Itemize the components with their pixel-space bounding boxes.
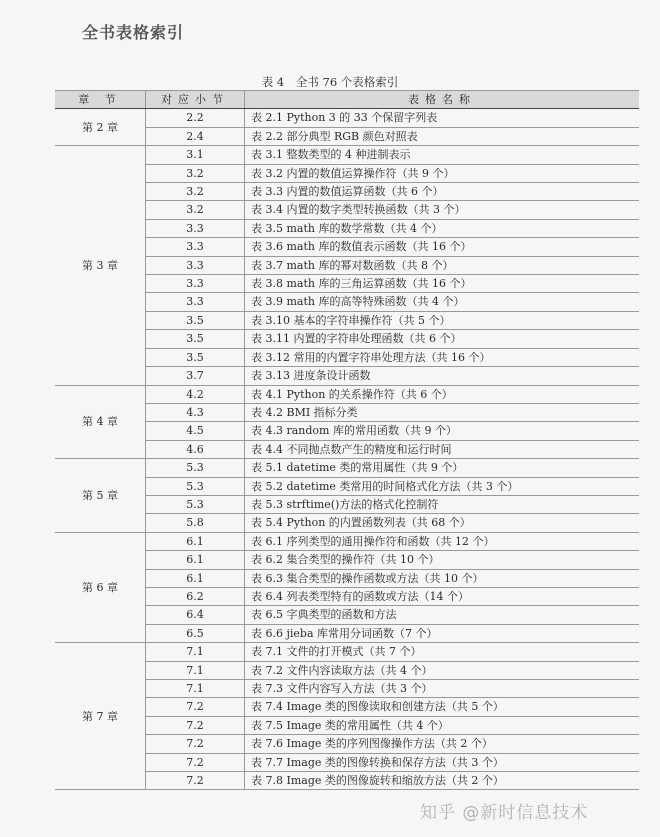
section-cell: 7.2	[146, 753, 245, 771]
table-name-cell: 表 3.9 math 库的高等特殊函数（共 4 个）	[245, 293, 640, 311]
table-name-cell: 表 2.1 Python 3 的 33 个保留字列表	[245, 109, 640, 127]
table-name-cell: 表 3.5 math 库的数学常数（共 4 个）	[245, 219, 640, 237]
section-cell: 3.1	[146, 146, 245, 164]
section-cell: 6.1	[146, 551, 245, 569]
table-name-cell: 表 5.2 datetime 类常用的时间格式化方法（共 3 个）	[245, 477, 640, 495]
section-cell: 7.1	[146, 643, 245, 661]
table-name-cell: 表 5.3 strftime()方法的格式化控制符	[245, 495, 640, 513]
section-cell: 4.3	[146, 403, 245, 421]
chapter-cell: 第 7 章	[55, 643, 146, 790]
section-cell: 3.5	[146, 330, 245, 348]
table-row	[55, 385, 639, 403]
table-name-cell: 表 7.6 Image 类的序列图像操作方法（共 2 个）	[245, 735, 640, 753]
table-name-cell: 表 3.11 内置的字符串处理函数（共 6 个）	[245, 330, 640, 348]
table-name-cell: 表 3.12 常用的内置字符串处理方法（共 16 个）	[245, 348, 640, 366]
table-name-cell: 表 6.6 jieba 库常用分词函数（7 个）	[245, 624, 640, 642]
table-row	[55, 643, 639, 661]
table-row	[55, 459, 639, 477]
section-cell: 3.7	[146, 367, 245, 385]
table-row	[55, 146, 639, 164]
table-name-cell: 表 7.4 Image 类的图像读取和创建方法（共 5 个）	[245, 698, 640, 716]
section-cell: 3.3	[146, 219, 245, 237]
table-name-cell: 表 6.2 集合类型的操作符（共 10 个）	[245, 551, 640, 569]
section-cell: 6.5	[146, 624, 245, 642]
table-name-cell: 表 6.5 字典类型的函数和方法	[245, 606, 640, 624]
table-row	[55, 532, 639, 550]
section-cell: 6.4	[146, 606, 245, 624]
section-cell: 7.2	[146, 772, 245, 790]
table-name-cell: 表 2.2 部分典型 RGB 颜色对照表	[245, 127, 640, 145]
table-index	[55, 90, 639, 790]
section-cell: 3.5	[146, 348, 245, 366]
section-cell: 5.3	[146, 495, 245, 513]
section-cell: 5.3	[146, 477, 245, 495]
section-cell: 2.4	[146, 127, 245, 145]
section-cell: 3.2	[146, 201, 245, 219]
section-cell: 5.8	[146, 514, 245, 532]
section-cell: 3.2	[146, 183, 245, 201]
table-name-cell: 表 7.3 文件内容写入方法（共 3 个）	[245, 680, 640, 698]
section-cell: 7.2	[146, 698, 245, 716]
table-row	[55, 109, 639, 127]
table-name-cell: 表 5.4 Python 的内置函数列表（共 68 个）	[245, 514, 640, 532]
table-name-cell: 表 6.3 集合类型的操作函数或方法（共 10 个）	[245, 569, 640, 587]
section-cell: 7.2	[146, 716, 245, 734]
section-cell: 6.1	[146, 532, 245, 550]
chapter-cell: 第 5 章	[55, 459, 146, 533]
table-name-cell: 表 3.1 整数类型的 4 种进制表示	[245, 146, 640, 164]
table-name-cell: 表 7.8 Image 类的图像旋转和缩放方法（共 2 个）	[245, 772, 640, 790]
table-name-cell: 表 6.1 序列类型的通用操作符和函数（共 12 个）	[245, 532, 640, 550]
caption-number: 表 4	[261, 75, 285, 89]
table-name-cell: 表 7.5 Image 类的常用属性（共 4 个）	[245, 716, 640, 734]
table-caption	[0, 74, 660, 90]
section-cell: 3.2	[146, 164, 245, 182]
watermark: 知乎 @新时信息技术	[420, 803, 589, 823]
section-cell: 6.2	[146, 587, 245, 605]
section-cell: 7.1	[146, 680, 245, 698]
table-name-cell: 表 3.3 内置的数值运算函数（共 6 个）	[245, 183, 640, 201]
table-name-cell: 表 3.2 内置的数值运算操作符（共 9 个）	[245, 164, 640, 182]
header-chapter: 章 节	[55, 91, 146, 109]
header-row	[55, 91, 639, 109]
section-cell: 3.3	[146, 293, 245, 311]
table-name-cell: 表 7.7 Image 类的图像转换和保存方法（共 3 个）	[245, 753, 640, 771]
section-cell: 5.3	[146, 459, 245, 477]
table-name-cell: 表 3.10 基本的字符串操作符（共 5 个）	[245, 311, 640, 329]
table-name-cell: 表 4.4 不同抛点数产生的精度和运行时间	[245, 440, 640, 458]
table-name-cell: 表 3.8 math 库的三角运算函数（共 16 个）	[245, 275, 640, 293]
section-cell: 7.2	[146, 735, 245, 753]
header-table-name: 表格名称	[245, 91, 640, 109]
section-cell: 3.3	[146, 238, 245, 256]
section-cell: 3.5	[146, 311, 245, 329]
section-cell: 7.1	[146, 661, 245, 679]
table-name-cell: 表 7.1 文件的打开模式（共 7 个）	[245, 643, 640, 661]
table-name-cell: 表 7.2 文件内容读取方法（共 4 个）	[245, 661, 640, 679]
table-name-cell: 表 3.4 内置的数字类型转换函数（共 3 个）	[245, 201, 640, 219]
section-cell: 3.3	[146, 275, 245, 293]
caption-text: 全书 76 个表格索引	[295, 75, 399, 89]
table-name-cell: 表 4.2 BMI 指标分类	[245, 403, 640, 421]
header-section: 对应小节	[146, 91, 245, 109]
table-name-cell: 表 6.4 列表类型特有的函数或方法（14 个）	[245, 587, 640, 605]
page-title: 全书表格索引	[82, 23, 185, 42]
section-cell: 4.2	[146, 385, 245, 403]
section-cell: 2.2	[146, 109, 245, 127]
chapter-cell: 第 3 章	[55, 146, 146, 385]
section-cell: 4.6	[146, 440, 245, 458]
table-name-cell: 表 3.7 math 库的幂对数函数（共 8 个）	[245, 256, 640, 274]
table-name-cell: 表 4.1 Python 的关系操作符（共 6 个）	[245, 385, 640, 403]
section-cell: 3.3	[146, 256, 245, 274]
chapter-cell: 第 2 章	[55, 109, 146, 146]
table-body	[55, 109, 639, 790]
chapter-cell: 第 4 章	[55, 385, 146, 459]
section-cell: 6.1	[146, 569, 245, 587]
table-name-cell: 表 4.3 random 库的常用函数（共 9 个）	[245, 422, 640, 440]
section-cell: 4.5	[146, 422, 245, 440]
chapter-cell: 第 6 章	[55, 532, 146, 642]
table-name-cell: 表 3.13 进度条设计函数	[245, 367, 640, 385]
table-name-cell: 表 3.6 math 库的数值表示函数（共 16 个）	[245, 238, 640, 256]
table-name-cell: 表 5.1 datetime 类的常用属性（共 9 个）	[245, 459, 640, 477]
